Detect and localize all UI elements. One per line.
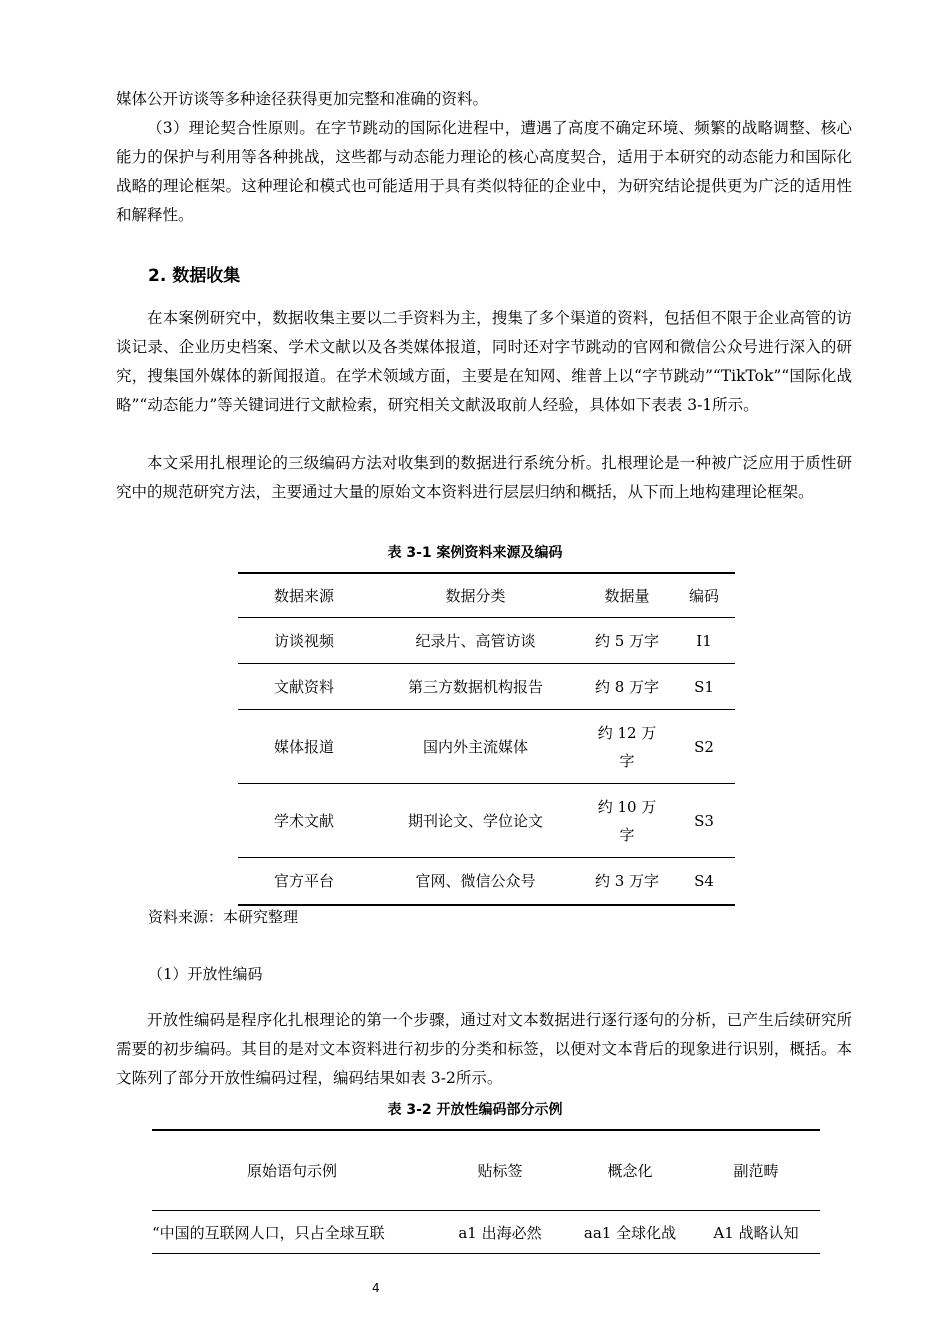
table-cell: S3 [673, 784, 735, 858]
table-cell: 约 3 万字 [581, 858, 673, 904]
table-cell: 国内外主流媒体 [370, 710, 581, 784]
table-bottom-rule [238, 904, 735, 906]
table-row [238, 784, 735, 858]
data-source-table [238, 573, 735, 904]
paragraph-continuation: 媒体公开访谈等多种途径获得更加完整和准确的资料。 [116, 90, 489, 108]
table-cell: 访谈视频 [238, 618, 370, 664]
table-cell: 官网、微信公众号 [370, 858, 581, 904]
table-row [152, 1211, 820, 1254]
table-cell: S1 [673, 664, 735, 710]
header-cell: 编码 [688, 586, 719, 605]
header-cell: 贴标签 [477, 1161, 523, 1180]
table-cell: 第三方数据机构报告 [370, 664, 581, 710]
table-cell: 期刊论文、学位论文 [370, 784, 581, 858]
section-heading: 2. 数据收集 [148, 266, 241, 286]
table-cell: 官方平台 [238, 858, 370, 904]
table-cell: S4 [673, 858, 735, 904]
table-cell: 约 5 万字 [581, 618, 673, 664]
header-cell: 数据量 [604, 586, 650, 605]
table-cell: aa1 全球化战 [568, 1211, 692, 1254]
open-coding-table [152, 1130, 820, 1254]
header-cell: 数据来源 [273, 586, 334, 605]
subsection-heading: （1）开放性编码 [148, 965, 263, 983]
table-cell: 约 12 万字 [581, 710, 673, 784]
table-header-row [238, 573, 735, 618]
header-cell: 原始语句示例 [246, 1161, 337, 1180]
page-number: 4 [372, 1281, 380, 1295]
table-cell: “中国的互联网人口，只占全球互联 [152, 1211, 432, 1254]
table-row [238, 858, 735, 904]
header-cell: 数据分类 [445, 586, 506, 605]
table-cell: I1 [673, 618, 735, 664]
table-cell: 约 8 万字 [581, 664, 673, 710]
paragraph-theory-fit: （3）理论契合性原则。在字节跳动的国际化进程中，遭遇了高度不确定环境、频繁的战略调整、核心能力的保护与利用等各种挑战，这些都与动态能力理论的核心高度契合，适用于本研究的动态能力和国际化战略的理论框架。这种理论和模式也可能适用于具有类似特征的企业中，为研究结论提供更为广泛的适用性和解释性。 [116, 119, 852, 224]
paragraph-grounded-theory: 本文采用扎根理论的三级编码方法对收集到的数据进行系统分析。扎根理论是一种被广泛应用于质性研究中的规范研究方法，主要通过大量的原始文本资料进行层层归纳和概括，从下而上地构建理论框架。 [116, 454, 852, 501]
table-cell: S2 [673, 710, 735, 784]
table-cell: A1 战略认知 [692, 1211, 820, 1254]
table-row [238, 664, 735, 710]
table-source-note: 资料来源：本研究整理 [148, 908, 299, 926]
paragraph-open-coding: 开放性编码是程序化扎根理论的第一个步骤，通过对文本数据进行逐行逐句的分析，已产生后续研究所需要的初步编码。其目的是对文本资料进行初步的分类和标签，以便对文本背后的现象进行识别，概括。本文陈列了部分开放性编码过程，编码结果如表 3-2所示。 [116, 1011, 852, 1087]
table-cell: 文献资料 [238, 664, 370, 710]
table-caption-3-2: 表 3-2 开放性编码部分示例 [387, 1102, 563, 1118]
header-cell: 副范畴 [733, 1161, 779, 1180]
table-row [238, 618, 735, 664]
table-caption-3-1: 表 3-1 案例资料来源及编码 [387, 545, 563, 561]
table-cell: 媒体报道 [238, 710, 370, 784]
paragraph-data-collection: 在本案例研究中，数据收集主要以二手资料为主，搜集了多个渠道的资料，包括但不限于企业高管的访谈记录、企业历史档案、学术文献以及各类媒体报道，同时还对字节跳动的官网和微信公众号进行深入的研究，搜集国外媒体的新闻报道。在学术领域方面，主要是在知网、维普上以“字节跳动”“TikTok”“国际化战略”“动态能力”等关键词进行文献检索，研究相关文献汲取前人经验，具体如下表表 3-1所示。 [116, 309, 852, 414]
table-header-row [152, 1130, 820, 1211]
header-cell: 概念化 [607, 1161, 653, 1180]
table-cell: 约 10 万字 [581, 784, 673, 858]
table-cell: 学术文献 [238, 784, 370, 858]
table-cell: 纪录片、高管访谈 [370, 618, 581, 664]
table-cell: a1 出海必然 [432, 1211, 568, 1254]
table-row [238, 710, 735, 784]
